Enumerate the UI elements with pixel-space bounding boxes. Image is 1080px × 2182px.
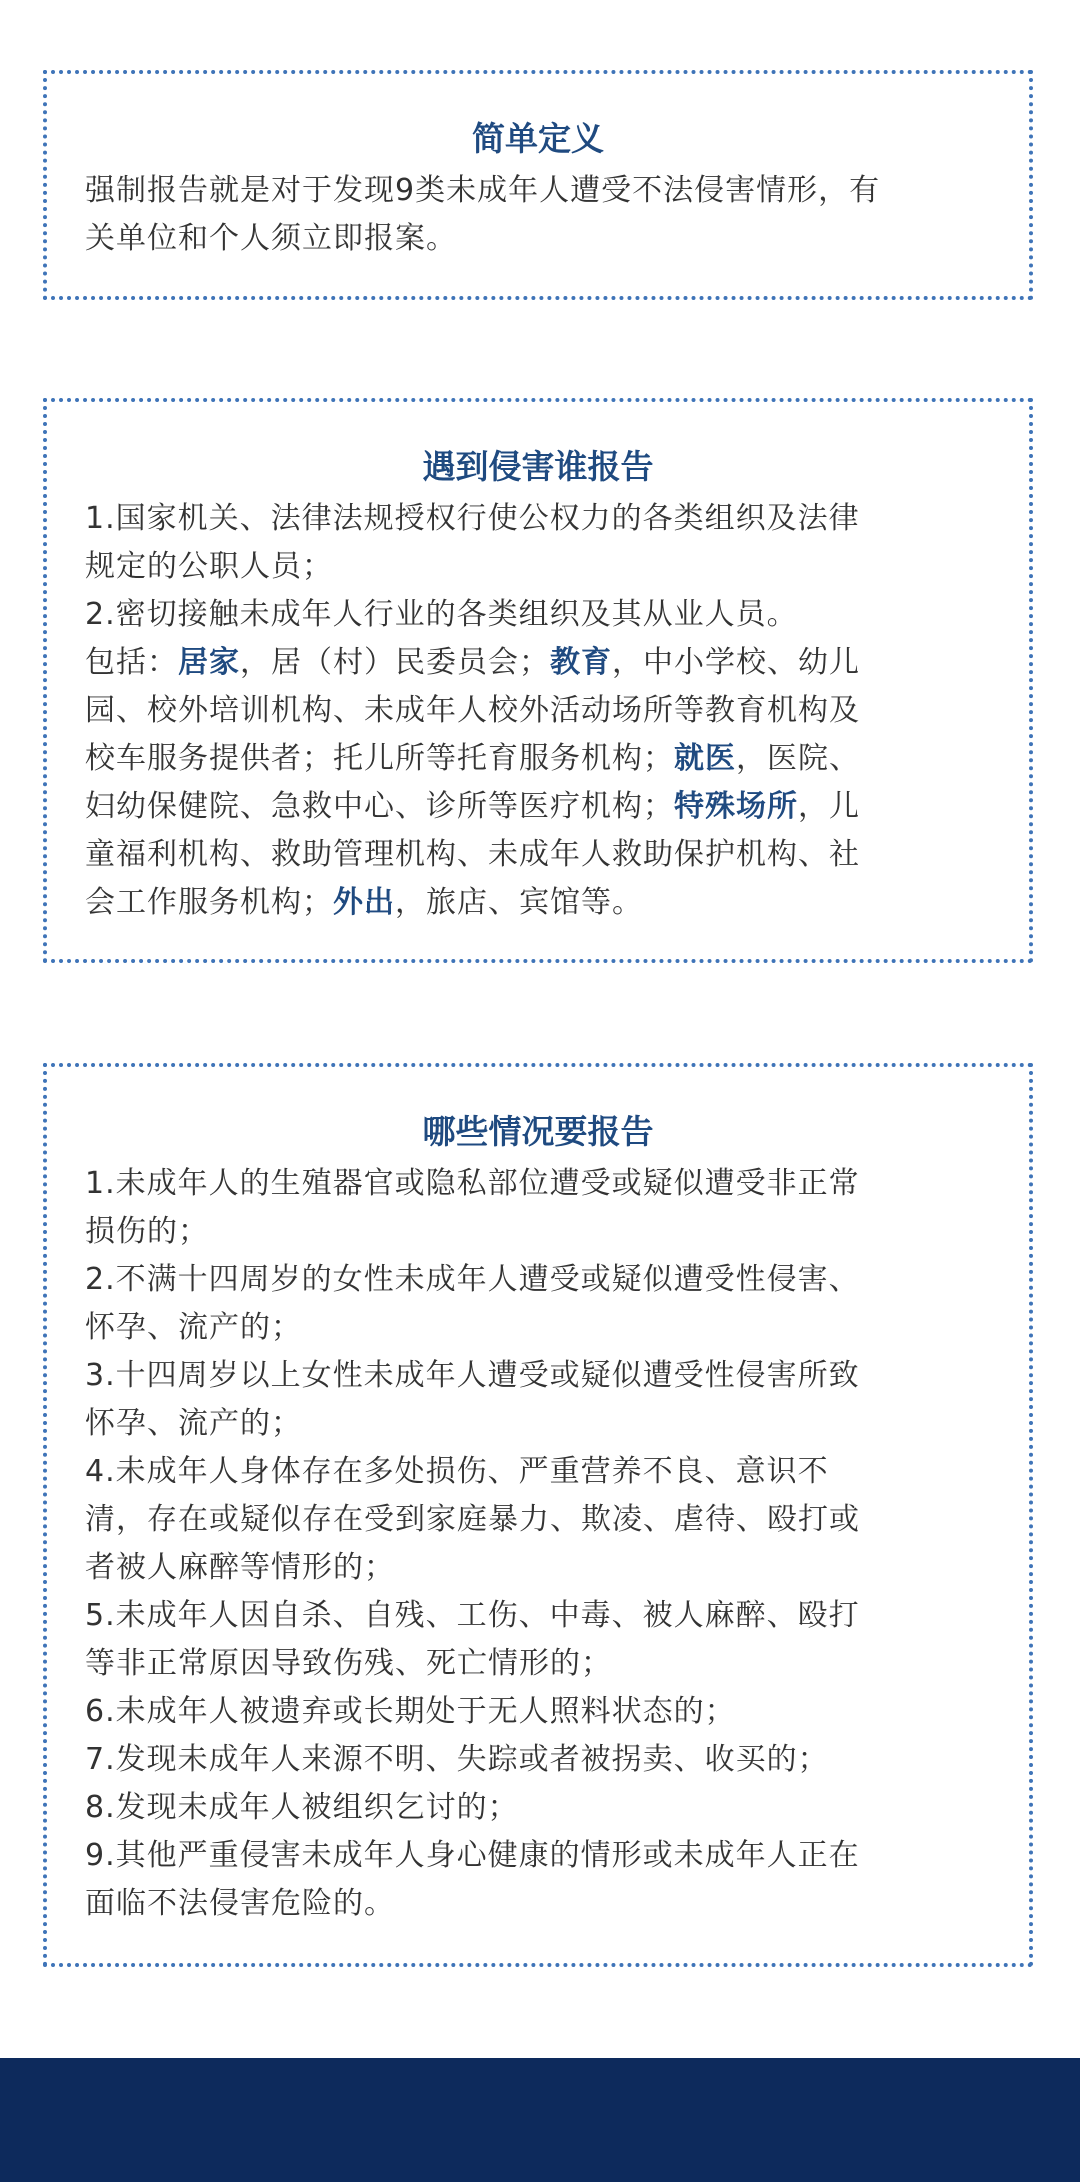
- highlight-keyword: 就医: [674, 741, 736, 776]
- section-title: 遇到侵害谁报告: [422, 447, 654, 486]
- text-line: [85, 1496, 991, 1544]
- section-which-situations: [43, 1063, 1033, 1967]
- text-line: [85, 1592, 991, 1640]
- text-segment: 3.十四周岁以上女性未成年人遭受或疑似遭受性侵害所致: [85, 1358, 860, 1393]
- text-segment: 怀孕、流产的；: [85, 1310, 302, 1345]
- text-segment: ，医院、: [736, 741, 860, 776]
- text-segment: 关单位和个人须立即报案。: [85, 221, 457, 256]
- text-line: [85, 1880, 991, 1928]
- footer-band: [0, 2058, 1080, 2182]
- text-line: [85, 687, 991, 735]
- text-segment: 会工作服务机构；: [85, 885, 333, 920]
- highlight-keyword: 居家: [178, 645, 240, 680]
- text-segment: 怀孕、流产的；: [85, 1406, 302, 1441]
- text-line: [85, 1208, 991, 1256]
- section-body: [85, 495, 991, 927]
- section-body: [85, 167, 991, 263]
- text-line: [85, 1688, 991, 1736]
- text-line: [85, 879, 991, 927]
- text-segment: 面临不法侵害危险的。: [85, 1886, 395, 1921]
- section-body: [85, 1160, 991, 1928]
- text-segment: ，旅店、宾馆等。: [395, 885, 643, 920]
- text-line: [85, 1640, 991, 1688]
- section-title: 简单定义: [472, 119, 604, 158]
- text-segment: 6.未成年人被遗弃或长期处于无人照料状态的；: [85, 1694, 736, 1729]
- highlight-keyword: 教育: [550, 645, 612, 680]
- text-segment: 8.发现未成年人被组织乞讨的；: [85, 1790, 519, 1825]
- text-segment: 童福利机构、救助管理机构、未成年人救助保护机构、社: [85, 837, 860, 872]
- text-segment: ，中小学校、幼儿: [612, 645, 860, 680]
- text-line: [85, 1352, 991, 1400]
- text-line: [85, 495, 991, 543]
- text-line: [85, 1784, 991, 1832]
- section-title: 哪些情况要报告: [422, 1112, 654, 1151]
- text-line: [85, 1160, 991, 1208]
- text-segment: 包括：: [85, 645, 178, 680]
- text-segment: 损伤的；: [85, 1214, 209, 1249]
- text-segment: ，居（村）民委员会；: [240, 645, 550, 680]
- text-segment: 校车服务提供者；托儿所等托育服务机构；: [85, 741, 674, 776]
- text-segment: 7.发现未成年人来源不明、失踪或者被拐卖、收买的；: [85, 1742, 829, 1777]
- text-line: [85, 1736, 991, 1784]
- text-line: [85, 1400, 991, 1448]
- text-segment: 园、校外培训机构、未成年人校外活动场所等教育机构及: [85, 693, 860, 728]
- text-line: [85, 1256, 991, 1304]
- highlight-keyword: 特殊场所: [674, 789, 798, 824]
- text-line: [85, 1448, 991, 1496]
- text-segment: 9.其他严重侵害未成年人身心健康的情形或未成年人正在: [85, 1838, 860, 1873]
- text-line: [85, 1832, 991, 1880]
- text-line: [85, 639, 991, 687]
- text-segment: 规定的公职人员；: [85, 549, 333, 584]
- text-line: [85, 735, 991, 783]
- text-segment: 妇幼保健院、急救中心、诊所等医疗机构；: [85, 789, 674, 824]
- section-definition: [43, 70, 1033, 300]
- text-segment: 者被人麻醉等情形的；: [85, 1550, 395, 1585]
- text-segment: 1.未成年人的生殖器官或隐私部位遭受或疑似遭受非正常: [85, 1166, 860, 1201]
- text-line: [85, 591, 991, 639]
- text-segment: 清，存在或疑似存在受到家庭暴力、欺凌、虐待、殴打或: [85, 1502, 860, 1537]
- text-line: [85, 1544, 991, 1592]
- section-who-reports: [43, 398, 1033, 963]
- text-line: [85, 831, 991, 879]
- text-segment: 1.国家机关、法律法规授权行使公权力的各类组织及法律: [85, 501, 860, 536]
- text-line: [85, 215, 991, 263]
- highlight-keyword: 外出: [333, 885, 395, 920]
- text-segment: 4.未成年人身体存在多处损伤、严重营养不良、意识不: [85, 1454, 829, 1489]
- text-segment: 2.不满十四周岁的女性未成年人遭受或疑似遭受性侵害、: [85, 1262, 860, 1297]
- text-line: [85, 543, 991, 591]
- text-line: [85, 783, 991, 831]
- text-segment: 等非正常原因导致伤残、死亡情形的；: [85, 1646, 612, 1681]
- text-line: [85, 167, 991, 215]
- text-segment: 5.未成年人因自杀、自残、工伤、中毒、被人麻醉、殴打: [85, 1598, 860, 1633]
- text-line: [85, 1304, 991, 1352]
- text-segment: 2.密切接触未成年人行业的各类组织及其从业人员。: [85, 597, 798, 632]
- text-segment: 强制报告就是对于发现9类未成年人遭受不法侵害情形，有: [85, 173, 881, 208]
- text-segment: ，儿: [798, 789, 860, 824]
